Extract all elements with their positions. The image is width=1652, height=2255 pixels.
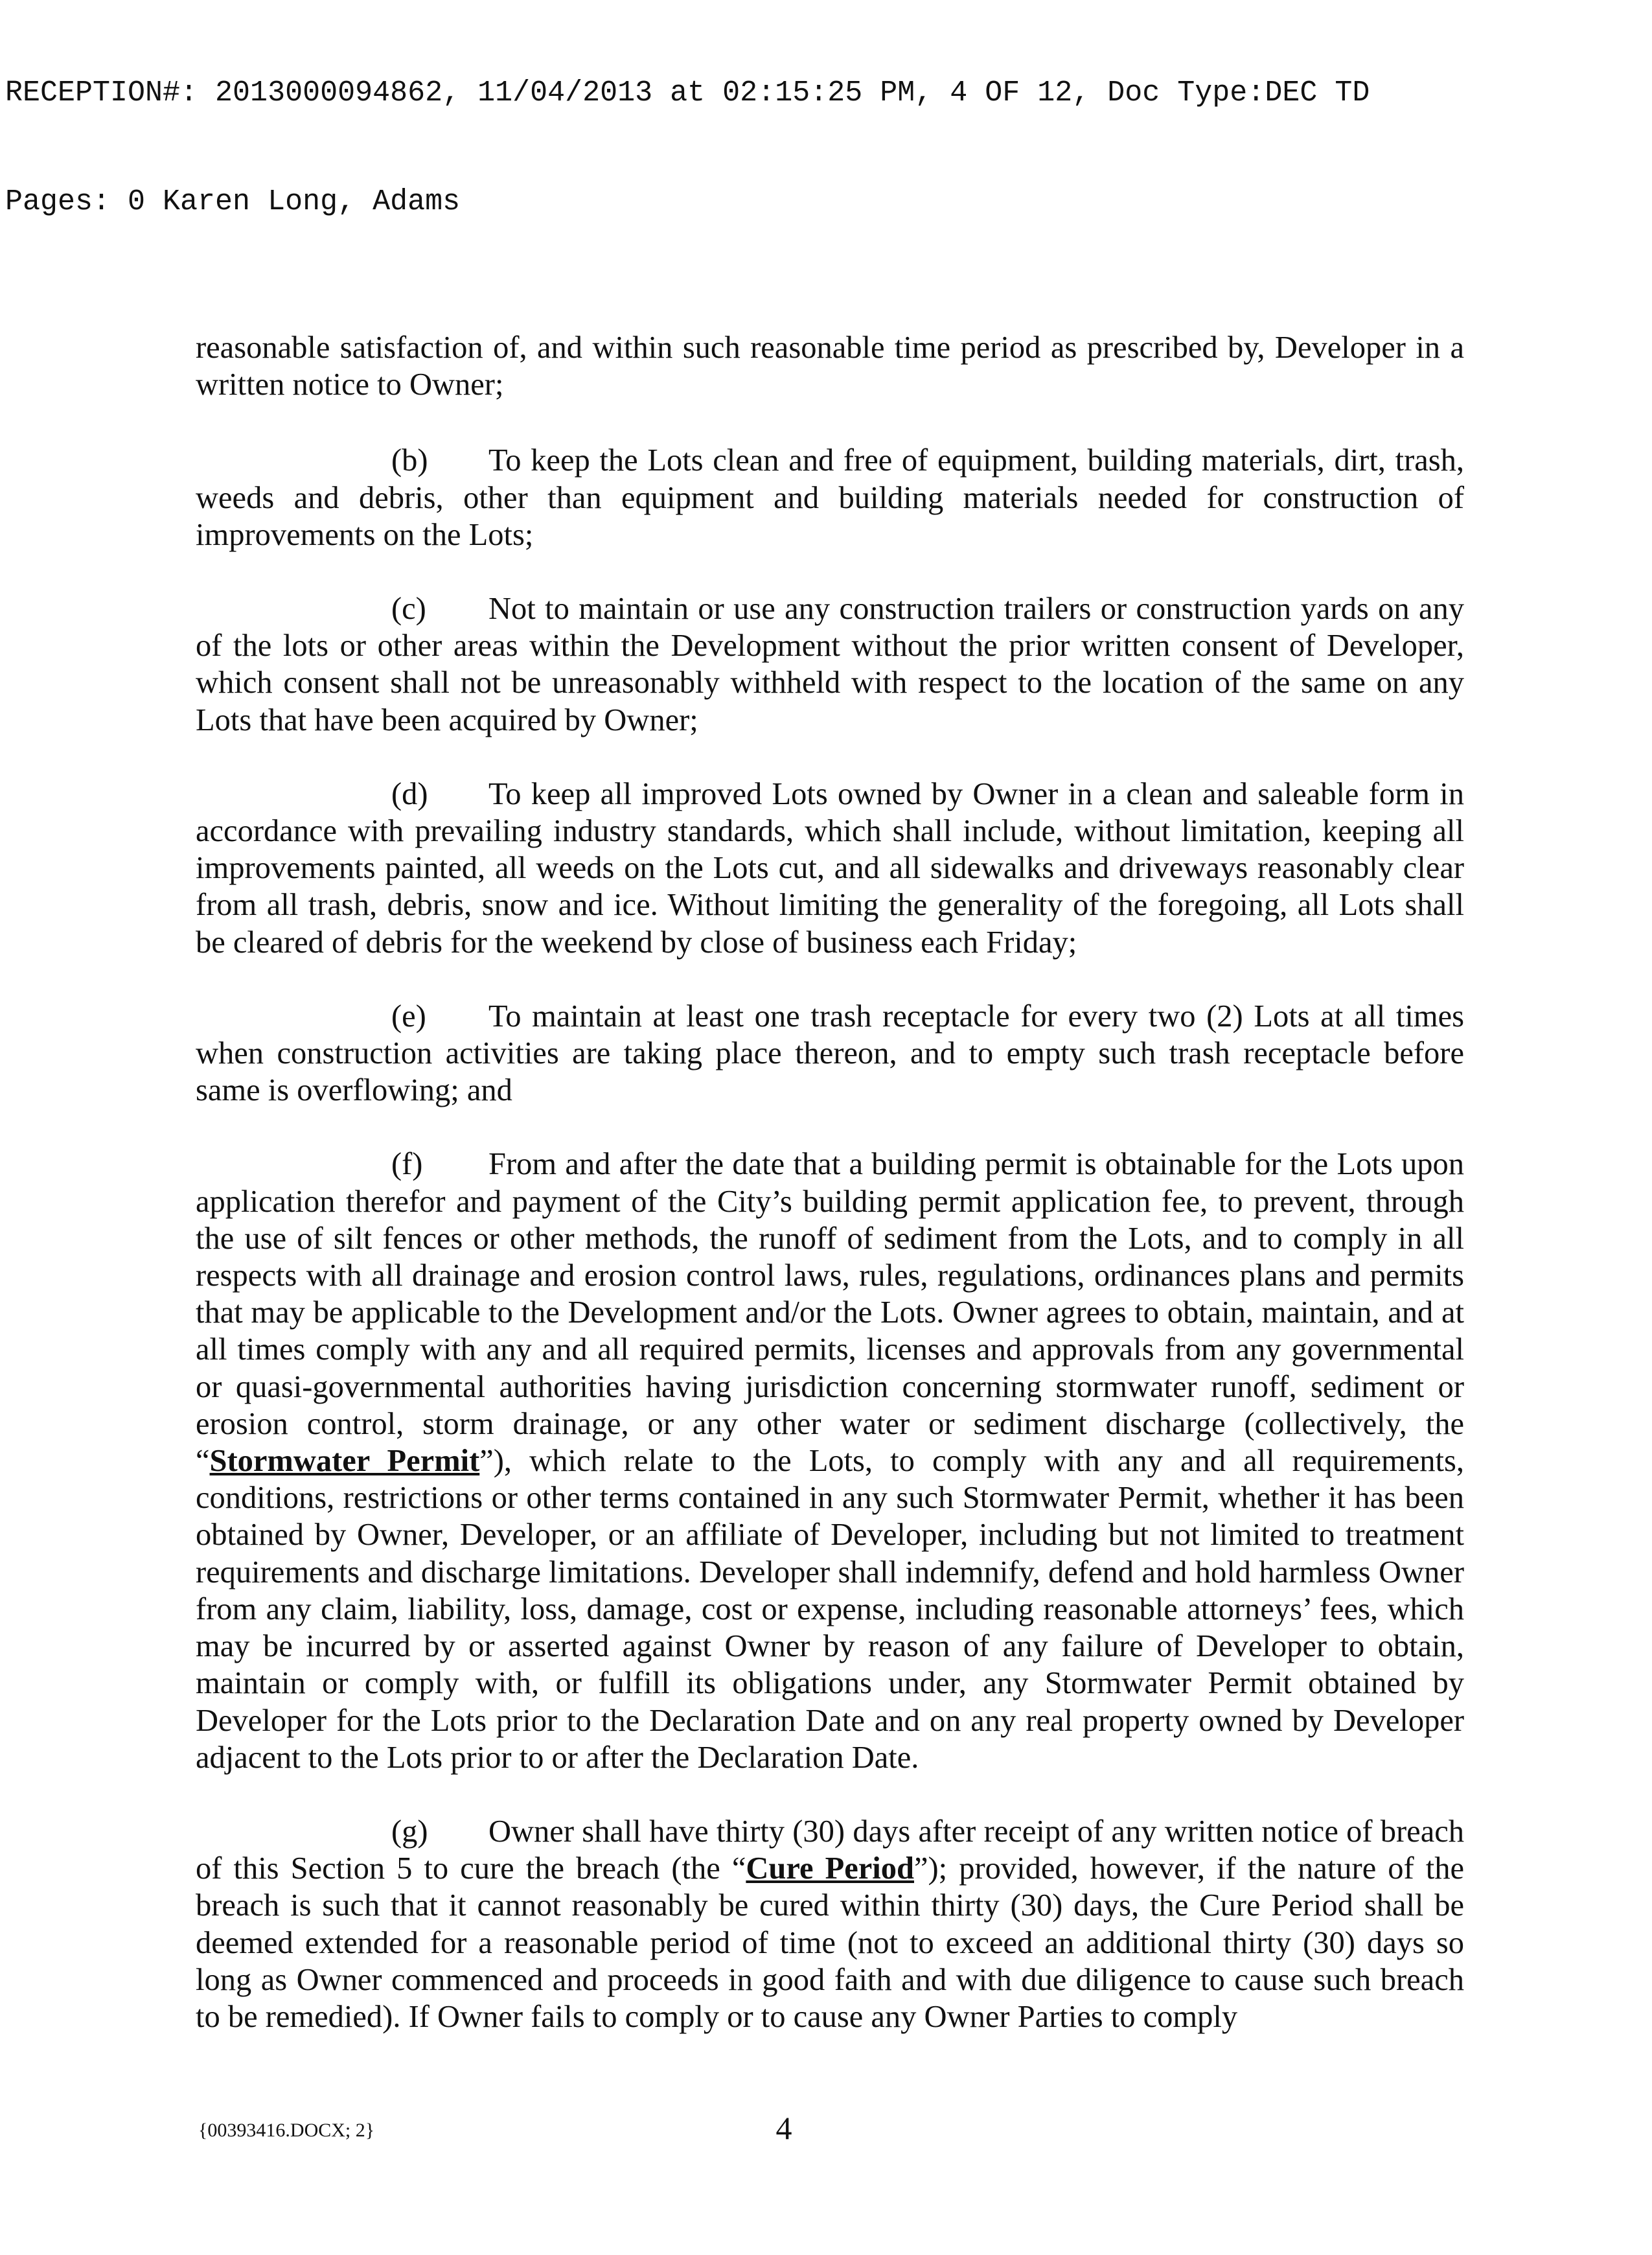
paragraph-text-before: Owner shall have thirty (30) days after receipt of any written notice of breach of this Section 5 to cure the breach (the “ xyxy=(196,1814,1464,1886)
paragraph-label: (b) xyxy=(391,443,428,478)
paragraph-label: (g) xyxy=(391,1814,428,1849)
paragraph-f xyxy=(196,1146,1464,1775)
paragraph-text: Not to maintain or use any construction trailers or construction yards on any of the lots or other areas within the Development without the prior written consent of Developer, which consent shall not be unreasonably withheld with respect to the location of the same on any Lots that have been acquired by Owner; xyxy=(196,592,1464,737)
paragraph-b xyxy=(196,442,1464,553)
defined-term-cure-period: Cure Period xyxy=(746,1851,914,1886)
paragraph-text: To maintain at least one trash receptacle for every two (2) Lots at all times when construction activities are taking place thereon, and to empty such trash receptacle before same is overflowing; and xyxy=(196,999,1464,1108)
paragraph-text-before: From and after the date that a building permit is obtainable for the Lots upon application therefor and payment of the City’s building permit application fee, to prevent, through the use of silt fences or other methods, the runoff of sediment from the Lots, and to comply in all respects with all drainage and erosion control laws, rules, regulations, ordinances plans and permits that may be applicable to the Development and/or the Lots. Owner agrees to obtain, maintain, and at all times comply with any and all required permits, licenses and approvals from any governmental or quasi-governmental authorities having jurisdiction concerning stormwater runoff, sediment or erosion control, storm drainage, or any other water or sediment discharge (collectively, the “ xyxy=(196,1147,1464,1479)
paragraph-text-after: ”); provided, however, if the nature of the breach is such that it cannot reasonably be cured within thirty (30) days, the Cure Period shall be deemed extended for a reasonable period of time (not to exceed an additional thirty (30) days so long as Owner commenced and proceeds in good faith and with due diligence to cause such breach to be remedied). If Owner fails to comply or to cause any Owner Parties to comply xyxy=(196,1851,1464,2034)
paragraph-text-after: ”), which relate to the Lots, to comply with any and all requirements, conditions, restrictions or other terms contained in any such Stormwater Permit, whether it has been obtained by Owner, Developer, or an affiliate of Developer, including but not limited to treatment requirements and discharge limitations. Developer shall indemnify, defend and hold harmless Owner from any claim, liability, loss, damage, cost or expense, including reasonable attorneys’ fees, which may be incurred by or asserted against Owner by reason of any failure of Developer to obtain, maintain or comply with, or fulfill its obligations under, any Stormwater Permit obtained by Developer for the Lots prior to the Declaration Date and on any real property owned by Developer adjacent to the Lots prior to or after the Declaration Date. xyxy=(196,1444,1464,1775)
paragraph-label: (e) xyxy=(391,999,426,1034)
paragraph-g xyxy=(196,1813,1464,2035)
paragraph-label: (d) xyxy=(391,776,428,811)
paragraph-e xyxy=(196,998,1464,1109)
document-reference: {00393416.DOCX; 2} xyxy=(198,2120,375,2141)
paragraph-label: (c) xyxy=(391,592,426,627)
recording-stamp xyxy=(5,3,1625,257)
document-body xyxy=(196,329,1464,2072)
paragraph-d xyxy=(196,776,1464,961)
stamp-pages-line: Pages: 0 Karen Long, Adams xyxy=(5,185,461,218)
stamp-reception-line: RECEPTION#: 2013000094862, 11/04/2013 at 02:15:25 PM, 4 OF 12, Doc Type:DEC TD xyxy=(5,76,1370,110)
intro-paragraph: reasonable satisfaction of, and within such reasonable time period as prescribed by, Developer in a written notice to Owner; xyxy=(196,330,1464,402)
paragraph-text: To keep all improved Lots owned by Owner in a clean and saleable form in accordance with prevailing industry standards, which shall include, without limitation, keeping all improvements painted, all weeds on the Lots cut, and all sidewalks and driveways reasonably clear from all trash, debris, snow and ice. Without limiting the generality of the foregoing, all Lots shall be cleared of debris for the weekend by close of business each Friday; xyxy=(196,776,1464,960)
page-number: 4 xyxy=(775,2110,792,2146)
paragraph-label: (f) xyxy=(391,1147,423,1182)
paragraph-text: To keep the Lots clean and free of equipment, building materials, dirt, trash, weeds and debris, other than equipment and building materials needed for construction of improvements on the Lots; xyxy=(196,443,1464,552)
paragraph-c xyxy=(196,590,1464,739)
defined-term-stormwater-permit: Stormwater Permit xyxy=(209,1444,480,1479)
